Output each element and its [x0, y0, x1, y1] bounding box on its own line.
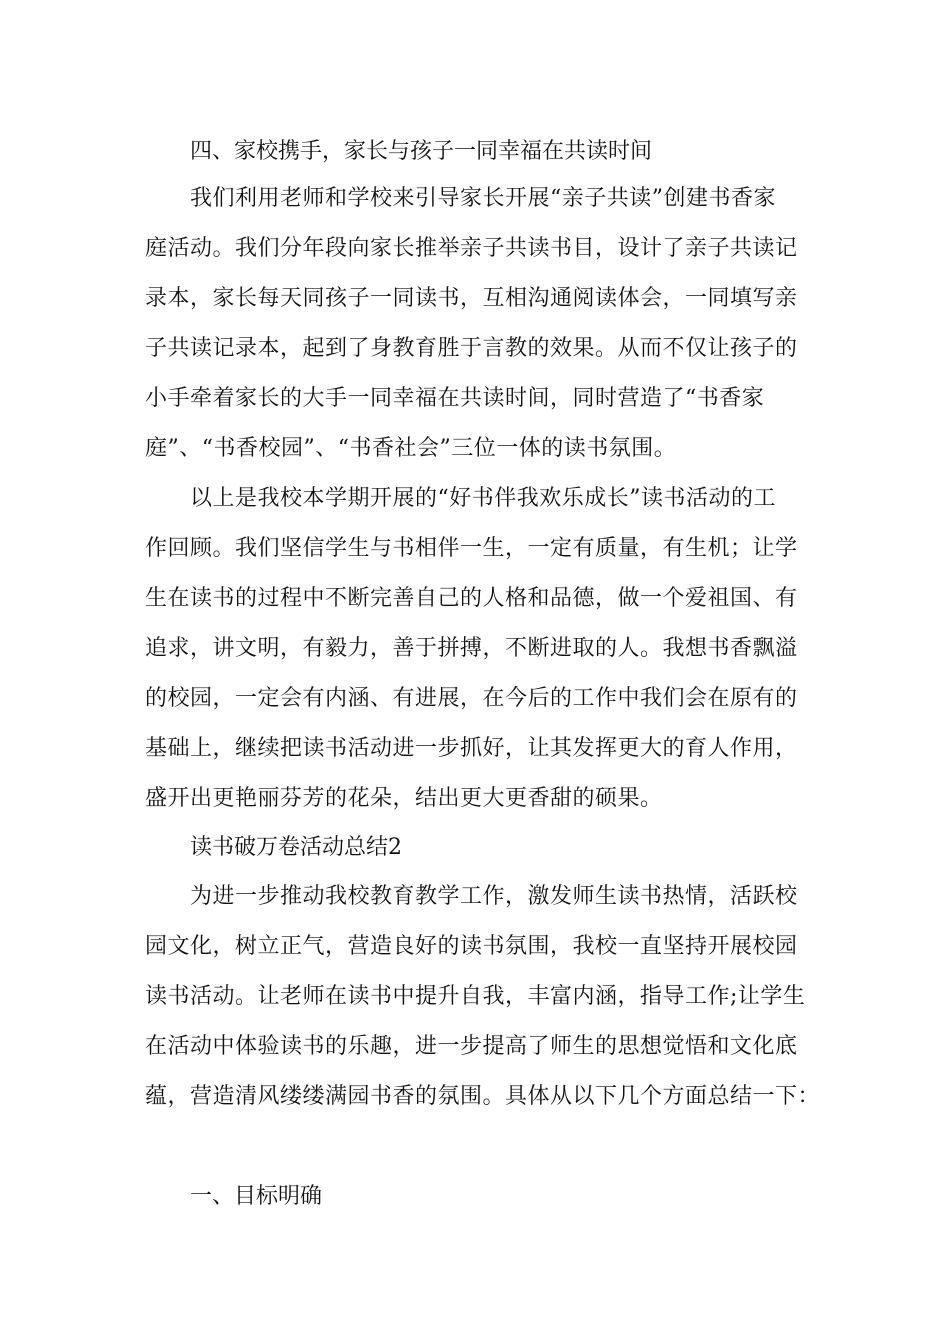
paragraph-line: 追求，讲文明，有毅力，善于拼搏，不断进取的人。我想书香飘溢	[145, 636, 798, 661]
paragraph-line: 小手牵着家长的大手一同幸福在共读时间，同时营造了“书香家	[145, 386, 765, 411]
paragraph-line: 庭”、“书香校园”、“书香社会”三位一体的读书氛围。	[145, 436, 677, 461]
paragraph-line: 蕴，营造清风缕缕满园书香的氛围。具体从以下几个方面总结一下：	[145, 1084, 821, 1109]
paragraph-line: 基础上，继续把读书活动进一步抓好，让其发挥更大的育人作用，	[145, 736, 798, 761]
paragraph-line: 盛开出更艳丽芬芳的花朵，结出更大更香甜的硕果。	[145, 786, 663, 811]
paragraph-line: 生在读书的过程中不断完善自己的人格和品德，做一个爱祖国、有	[145, 586, 798, 611]
paragraph-line: 为进一步推动我校教育教学工作，激发师生读书热情，活跃校	[190, 884, 798, 909]
article-2-title: 读书破万卷活动总结2	[190, 835, 402, 860]
paragraph-line: 在活动中体验读书的乐趣，进一步提高了师生的思想觉悟和文化底	[145, 1034, 798, 1059]
paragraph-line: 我们利用老师和学校来引导家长开展“亲子共读”创建书香家	[190, 186, 776, 211]
paragraph-line: 的校园，一定会有内涵、有进展，在今后的工作中我们会在原有的	[145, 686, 798, 711]
paragraph-line: 庭活动。我们分年段向家长推举亲子共读书目，设计了亲子共读记	[145, 236, 798, 261]
paragraph-line: 园文化，树立正气，营造良好的读书氛围，我校一直坚持开展校园	[145, 934, 798, 959]
section-4-heading: 四、家校携手，家长与孩子一同幸福在共读时间	[190, 139, 653, 164]
paragraph-line: 子共读记录本，起到了身教育胜于言教的效果。从而不仅让孩子的	[145, 336, 798, 361]
article-2-intro-paragraph	[145, 872, 821, 1122]
summary-paragraph	[145, 474, 815, 824]
paragraph-line: 作回顾。我们坚信学生与书相伴一生，一定有质量，有生机；让学	[145, 536, 798, 561]
paragraph-line: 录本，家长每天同孩子一同读书，互相沟通阅读体会，一同填写亲	[145, 286, 798, 311]
paragraph-line: 以上是我校本学期开展的“好书伴我欢乐成长”读书活动的工	[190, 486, 776, 511]
section-1-heading: 一、目标明确	[190, 1184, 323, 1209]
section-4-paragraph	[145, 174, 815, 474]
paragraph-line: 读书活动。让老师在读书中提升自我，丰富内涵，指导工作;让学生	[145, 984, 806, 1009]
